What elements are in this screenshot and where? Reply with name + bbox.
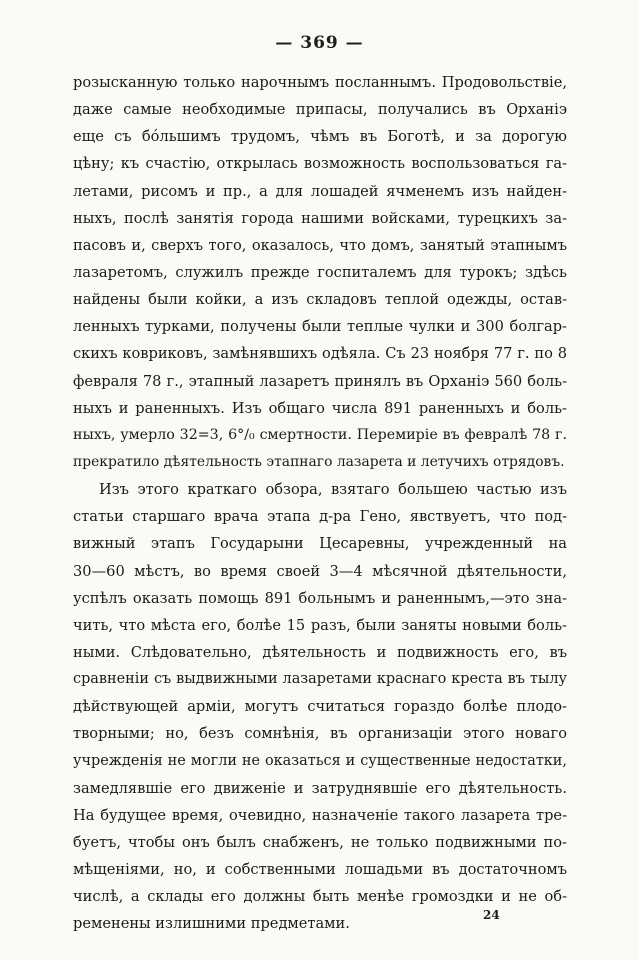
text-line: буетъ, чтобы онъ былъ снабженъ, не только подвижными по- — [73, 833, 567, 851]
text-line: розысканную только нарочнымъ посланнымъ. Продовольствіе, — [73, 74, 567, 91]
text-line: летами, рисомъ и пр., а для лошадей ячменемъ изъ найден- — [73, 182, 567, 200]
text-line: замедлявшіе его движеніе и затруднявшіе его дѣятельность. — [73, 779, 567, 797]
printer-signature: 24 — [483, 908, 500, 922]
text-line: 30—60 мѣстъ, во время своей 3—4 мѣсячной дѣятельности, — [73, 562, 567, 580]
text-line: ныхъ, умерло 32=3, 6°/₀ смертности. Перемиріе въ февралѣ 78 г. — [73, 426, 567, 443]
body-text — [73, 69, 567, 938]
text-line: вижный этапъ Государыни Цесаревны, учрежденный на — [73, 535, 567, 553]
text-line: чить, что мѣста его, болѣе 15 разъ, были заняты новыми боль- — [73, 616, 567, 634]
page-number: — 369 — — [275, 33, 364, 53]
text-line: февраля 78 г., этапный лазаретъ принялъ въ Орханіэ 560 боль- — [73, 372, 567, 390]
text-line: еще съ бóльшимъ трудомъ, чѣмъ въ Боготѣ, и за дорогую — [73, 128, 567, 146]
text-line: ременены излишними предметами. — [73, 915, 350, 933]
text-line: На будущее время, очевидно, назначеніе такого лазарета тре- — [73, 806, 567, 824]
text-line: лазаретомъ, служилъ прежде госпиталемъ для турокъ; здѣсь — [73, 263, 567, 281]
text-line: ленныхъ турками, получены были теплые чулки и 300 болгар- — [73, 318, 567, 336]
text-line: найдены были койки, а изъ складовъ теплой одежды, остав- — [73, 291, 567, 309]
text-line: прекратило дѣятельность этапнаго лазарета и летучихъ отрядовъ. — [73, 453, 565, 470]
text-line: сравненіи съ выдвижными лазаретами краснаго креста въ тылу — [73, 671, 567, 688]
text-line: учрежденія не могли не оказаться и существенные недостатки, — [73, 752, 567, 769]
text-line: пасовъ и, сверхъ того, оказалось, что домъ, занятый этапнымъ — [73, 236, 567, 254]
text-line: мѣщеніями, но, и собственными лошадьми въ достаточномъ — [73, 861, 567, 879]
text-line: ными. Слѣдовательно, дѣятельность и подвижность его, въ — [73, 643, 567, 661]
text-line: скихъ ковриковъ, замѣнявшихъ одѣяла. Съ 23 ноября 77 г. по 8 — [73, 345, 567, 363]
text-line: ныхъ, послѣ занятія города нашими войсками, турецкихъ за- — [73, 209, 567, 227]
text-line: числѣ, а склады его должны быть менѣе громоздки и не об- — [73, 888, 567, 906]
text-line: ныхъ и раненныхъ. Изъ общаго числа 891 раненныхъ и боль- — [73, 399, 567, 417]
text-line: Изъ этого краткаго обзора, взятаго большею частью изъ — [99, 481, 567, 499]
text-line: даже самые необходимые припасы, получались въ Орханіэ — [73, 101, 567, 119]
text-line: цѣну; къ счастію, открылась возможность воспользоваться га- — [73, 155, 567, 173]
text-line: творными; но, безъ сомнѣнія, въ организаціи этого новаго — [73, 725, 567, 743]
text-line: успѣлъ оказать помощь 891 больнымъ и раненнымъ,—это зна- — [73, 589, 567, 607]
text-line: дѣйствующей арміи, могутъ считаться гораздо болѣе плодо- — [73, 698, 567, 716]
text-line: статьи старшаго врача этапа д-ра Гено, явствуетъ, что под- — [73, 508, 567, 526]
